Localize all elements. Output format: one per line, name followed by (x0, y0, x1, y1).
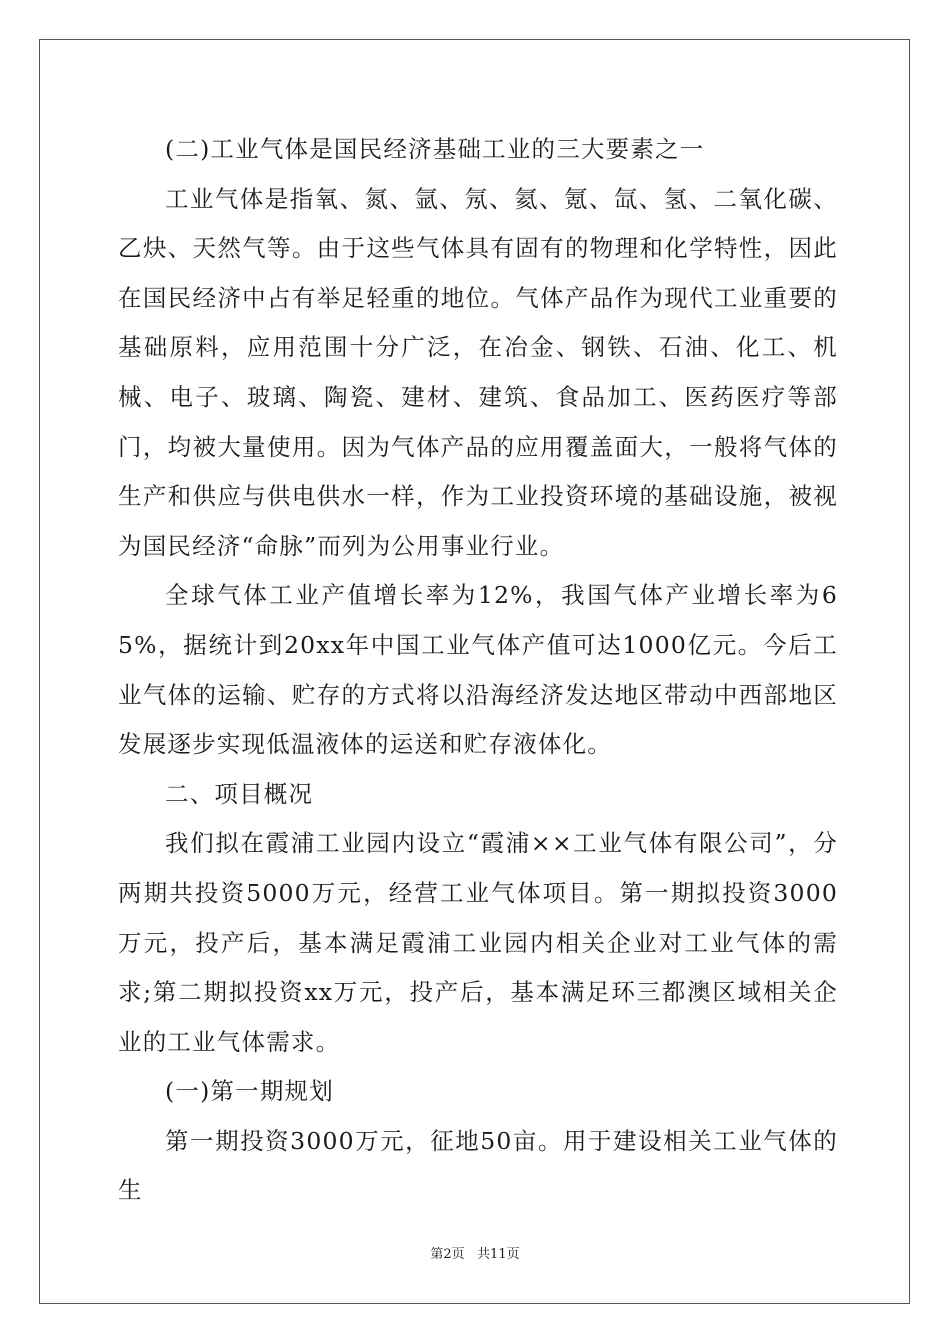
page-number-footer: 第2页 共11页 (430, 1247, 520, 1262)
paragraph-gas-definition: 工业气体是指氧、氮、氩、氖、氦、氪、氙、氢、二氧化碳、乙炔、天然气等。由于这些气体具有固有的物理和化学特性，因此在国民经济中占有举足轻重的地位。气体产品作为现代工业重要的基础原料，应用范围十分广泛，在冶金、钢铁、石油、化工、机械、电子、玻璃、陶瓷、建材、建筑、食品加工、医药医疗等部门，均被大量使用。因为气体产品的应用覆盖面大，一般将气体的生产和供应与供电供水一样，作为工业投资环境的基础设施，被视为国民经济“命脉”而列为公用事业行业。 (118, 184, 838, 560)
section-heading-industrial-gas: (二)工业气体是国民经济基础工业的三大要素之一 (165, 135, 705, 163)
paragraph-growth-rate: 全球气体工业产值增长率为12%，我国气体产业增长率为65%，据统计到20xx年中国工业气体产值可达1000亿元。今后工业气体的运输、贮存的方式将以沿海经济发达地区带动中西部地区发展逐步实现低温液体的运送和贮存液体化。 (118, 581, 838, 759)
document-body (118, 125, 838, 1216)
section-heading-phase-one: (一)第一期规划 (165, 1077, 334, 1106)
section-heading-project-overview: 二、项目概况 (165, 779, 314, 808)
paragraph-project-plan: 我们拟在霞浦工业园内设立“霞浦××工业气体有限公司”，分两期共投资5000万元，经营工业气体项目。第一期拟投资3000万元，投产后，基本满足霞浦工业园内相关企业对工业气体的需求;第二期拟投资xx万元，投产后，基本满足环三都澳区域相关企业的工业气体需求。 (118, 829, 838, 1056)
paragraph-phase-one: 第一期投资3000万元，征地50亩。用于建设相关工业气体的生 (118, 1126, 838, 1205)
